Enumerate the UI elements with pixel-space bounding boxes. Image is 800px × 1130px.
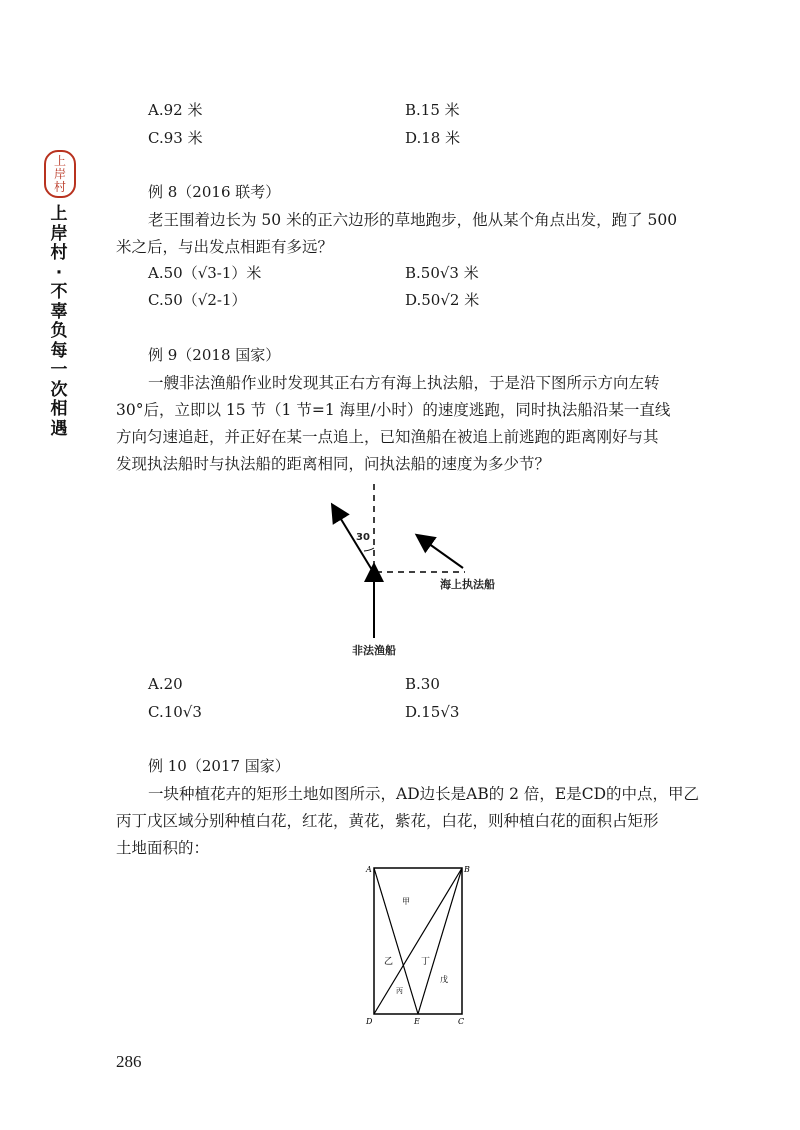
q9-option-c: C.10√3	[148, 703, 202, 721]
vertex-label-d: D	[366, 1017, 373, 1026]
slogan-char: 一	[50, 360, 68, 380]
q9-option-b: B.30	[405, 675, 440, 693]
region-label-ding: 丁	[421, 957, 431, 967]
q10-text-line: 土地面积的：	[116, 839, 210, 857]
q8-option-a: A.50（√3-1）米	[148, 264, 262, 282]
enforcement-ship-label: 海上执法船	[440, 578, 495, 591]
q9-option-a: A.20	[148, 675, 183, 693]
q10-text-line: 一块种植花卉的矩形土地如图所示，AD边长是AB的 2 倍，E是CD的中点，甲乙	[148, 785, 700, 803]
slogan-char: 上	[50, 204, 68, 224]
region-label-wu: 戊	[440, 975, 448, 984]
q9-chase-diagram	[300, 480, 540, 660]
q8-option-b: B.50√3 米	[405, 264, 479, 282]
vertical-slogan	[49, 205, 69, 439]
angle-arc	[364, 548, 374, 551]
q7-option-d: D.18 米	[405, 129, 461, 147]
slogan-char: 辜	[50, 301, 68, 322]
q9-text-line: 一艘非法渔船作业时发现其正右方有海上执法船，于是沿下图所示方向左转	[148, 374, 660, 392]
region-label-bing: 丙	[396, 987, 403, 995]
slogan-char: 岸	[50, 223, 68, 244]
slogan-char: 每	[50, 340, 68, 361]
q9-text-line: 方向匀速追赶，并正好在某一点追上，已知渔船在被追上前逃跑的距离刚好与其	[116, 428, 659, 446]
slogan-char: 不	[50, 282, 68, 302]
seal-char: 上	[53, 153, 66, 168]
seal-char: 村	[53, 179, 66, 194]
q9-text-line: 发现执法船时与执法船的距离相同，问执法船的速度为多少节？	[116, 455, 551, 473]
q10-header: 例 10（2017 国家）	[148, 757, 290, 775]
slogan-char: ·	[55, 262, 63, 283]
q10-text-line: 丙丁戊区域分别种植白花，红花，黄花，紫花，白花，则种植白花的面积占矩形	[116, 812, 659, 830]
q9-text-line: 30°后，立即以 15 节（1 节=1 海里/小时）的速度逃跑，同时执法船沿某一直线	[116, 401, 671, 419]
q8-option-d: D.50√2 米	[405, 291, 480, 309]
region-label-yi: 乙	[384, 957, 394, 967]
segment-be	[418, 868, 462, 1014]
angle-label: 30	[356, 532, 370, 543]
vertex-label-e: E	[414, 1017, 420, 1026]
q7-option-c: C.93 米	[148, 129, 203, 147]
q7-option-b: B.15 米	[405, 101, 460, 119]
seal-char: 岸	[53, 166, 66, 181]
slogan-char: 次	[50, 379, 68, 400]
slogan-char: 遇	[50, 418, 68, 439]
vertex-label-a: A	[366, 865, 372, 874]
diagonal-bd	[374, 868, 462, 1014]
q9-header: 例 9（2018 国家）	[148, 346, 281, 364]
q10-rectangle-diagram	[360, 860, 480, 1028]
slogan-char: 村	[50, 243, 68, 263]
q8-header: 例 8（2016 联考）	[148, 183, 281, 201]
q7-option-a: A.92 米	[148, 101, 203, 119]
enforcement-ship-arrow	[418, 536, 463, 568]
slogan-char: 相	[50, 399, 68, 419]
q9-option-d: D.15√3	[405, 703, 460, 721]
brand-seal-logo	[44, 150, 76, 198]
q8-text-line: 老王围着边长为 50 米的正六边形的草地跑步，他从某个角点出发，跑了 500	[148, 211, 678, 229]
vertex-label-b: B	[464, 865, 470, 874]
q8-option-c: C.50（√2-1）	[148, 291, 247, 309]
fishing-boat-label: 非法渔船	[352, 644, 396, 657]
q8-text-line: 米之后，与出发点相距有多远？	[116, 238, 334, 256]
vertex-label-c: C	[458, 1017, 465, 1026]
page-number: 286	[116, 1052, 142, 1071]
slogan-char: 负	[50, 321, 68, 341]
region-label-jia: 甲	[402, 897, 410, 906]
